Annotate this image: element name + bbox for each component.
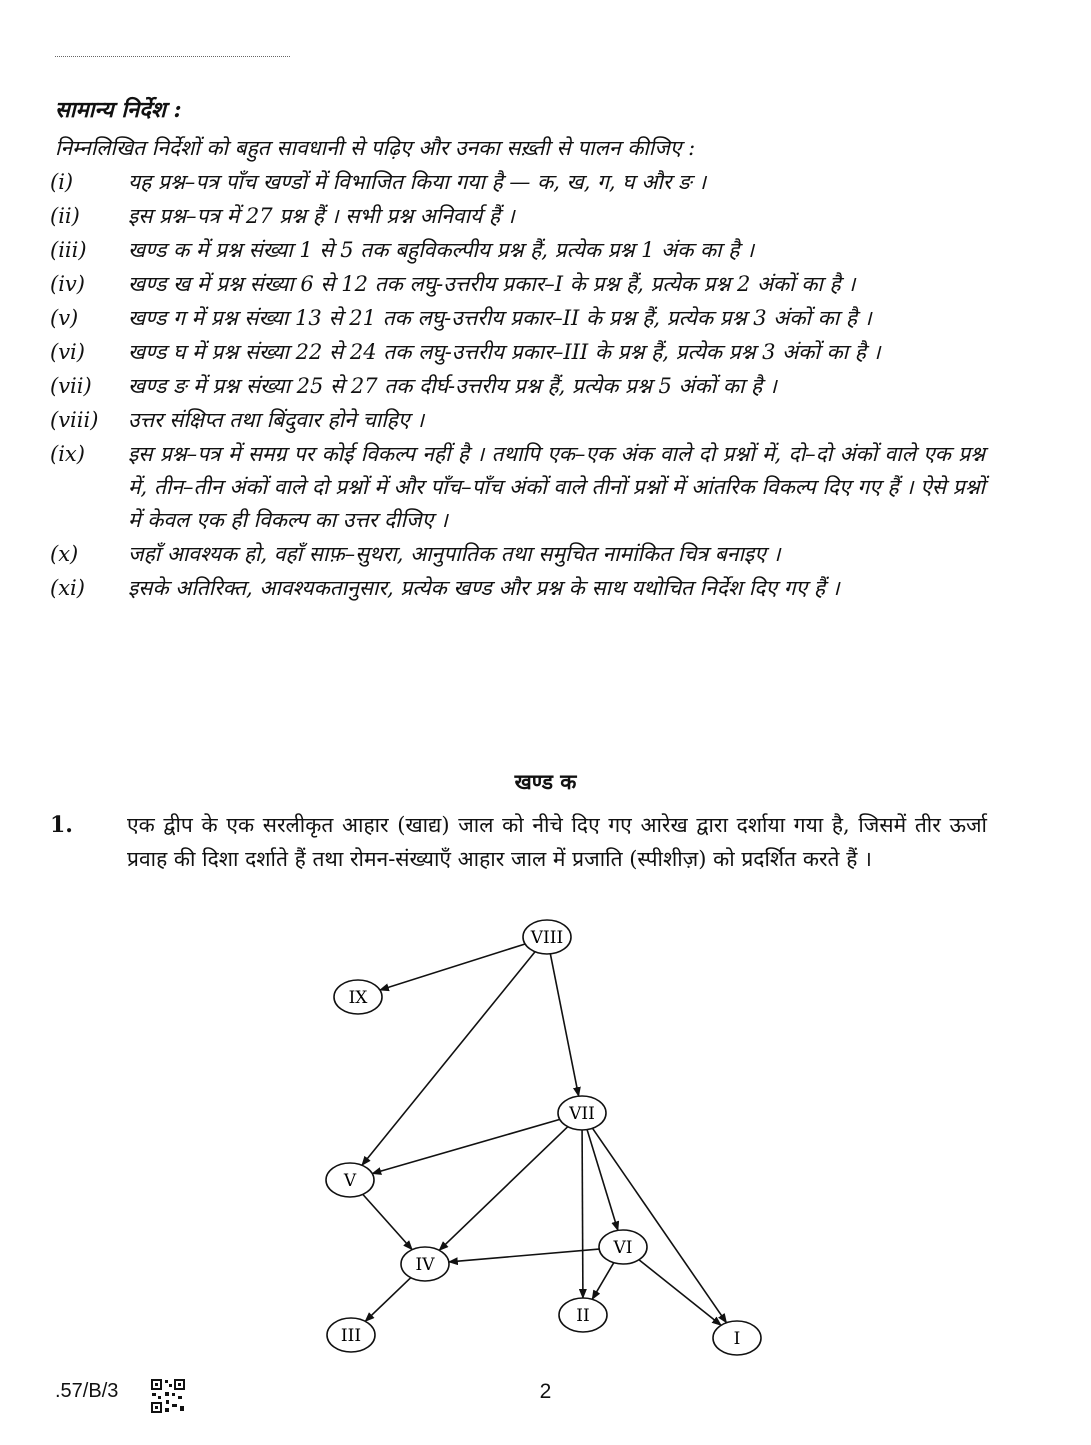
instruction-item <box>50 538 985 571</box>
edge-vii-to-vi <box>587 1130 618 1231</box>
node-label: III <box>340 1326 362 1346</box>
edge-vii-to-iv <box>439 1127 568 1251</box>
instruction-text: यह प्रश्न–पत्र पाँच खण्डों में विभाजित किया गया है — क, ख, ग, घ और ङ । <box>128 170 707 194</box>
instruction-number: (ii) <box>50 204 80 228</box>
instruction-number: (xi) <box>50 576 85 600</box>
instruction-text: इस प्रश्न–पत्र में 27 प्रश्न हैं । सभी प्रश्न अनिवार्य हैं । <box>128 204 515 228</box>
instruction-number: (viii) <box>50 408 99 432</box>
instruction-number: (iii) <box>50 238 87 262</box>
edge-viii-to-ix <box>380 944 525 990</box>
edge-vi-to-iv <box>449 1249 599 1262</box>
node-ix <box>334 980 382 1014</box>
instruction-text: खण्ड ङ में प्रश्न संख्या 25 से 27 तक दीर्घ-उत्तरीय प्रश्न हैं, प्रत्येक प्रश्न 5 अंकों का है । <box>128 374 777 398</box>
instruction-item <box>50 166 985 199</box>
instruction-item <box>50 572 985 605</box>
general-instructions-title: सामान्य निर्देश : <box>55 97 182 123</box>
node-label: V <box>343 1171 357 1191</box>
node-vi <box>599 1230 647 1264</box>
instruction-number: (iv) <box>50 272 85 296</box>
instruction-text: खण्ड ख में प्रश्न संख्या 6 से 12 तक लघु-उत्तरीय प्रकार–I के प्रश्न हैं, प्रत्येक प्रश्न 2 अंकों का है । <box>128 272 856 296</box>
section-title: खण्ड क <box>514 769 577 794</box>
node-label: II <box>576 1306 590 1326</box>
instruction-item <box>50 234 985 267</box>
node-i <box>713 1321 761 1355</box>
edge-viii-to-vii <box>550 954 578 1096</box>
node-label: VI <box>613 1238 633 1258</box>
node-label: IX <box>348 988 368 1008</box>
instruction-number: (x) <box>50 542 79 566</box>
food-web-nodes <box>326 920 761 1355</box>
question-number: 1. <box>50 812 73 838</box>
page-number: 2 <box>539 1380 552 1403</box>
instruction-item <box>50 404 985 437</box>
instruction-item <box>50 336 985 369</box>
instruction-text: खण्ड क में प्रश्न संख्या 1 से 5 तक बहुविकल्पीय प्रश्न हैं, प्रत्येक प्रश्न 1 अंक का है । <box>128 238 755 262</box>
instructions-intro: निम्नलिखित निर्देशों को बहुत सावधानी से पढ़िए और उनका सख़्ती से पालन कीजिए : <box>55 136 696 160</box>
instruction-text: जहाँ आवश्यक हो, वहाँ साफ़–सुथरा, आनुपातिक तथा समुचित नामांकित चित्र बनाइए । <box>128 542 781 566</box>
node-label: I <box>733 1329 741 1349</box>
instruction-item <box>50 370 985 403</box>
edge-v-to-iv <box>363 1194 412 1249</box>
instruction-number: (vi) <box>50 340 85 364</box>
instruction-text: इसके अतिरिक्त, आवश्यकतानुसार, प्रत्येक खण्ड और प्रश्न के साथ यथोचित निर्देश दिए गए हैं । <box>128 576 840 600</box>
edge-vii-to-v <box>372 1119 560 1173</box>
edge-vii-to-ii <box>582 1130 583 1298</box>
instruction-text: खण्ड घ में प्रश्न संख्या 22 से 24 तक लघु-उत्तरीय प्रकार–III के प्रश्न हैं, प्रत्येक प्रश्न 3 अंकों का है । <box>128 340 881 364</box>
instruction-item <box>50 302 985 335</box>
node-iii <box>327 1318 375 1352</box>
paper-code: .57/B/3 <box>55 1380 119 1402</box>
node-viii <box>523 920 571 954</box>
instruction-item <box>50 438 985 537</box>
node-label: VII <box>569 1104 595 1124</box>
node-vii <box>558 1096 606 1130</box>
instruction-text: उत्तर संक्षिप्त तथा बिंदुवार होने चाहिए । <box>128 408 425 432</box>
edge-vi-to-i <box>639 1260 721 1326</box>
instruction-number: (i) <box>50 170 74 194</box>
instructions-list <box>50 166 985 606</box>
instruction-text: इस प्रश्न–पत्र में समग्र पर कोई विकल्प नहीं है । तथापि एक–एक अंक वाले दो प्रश्नों में, दो–दो अंकों वाले एक प्रश्न में, तीन–तीन अंकों वाले दो प्रश्नों में और पाँच–पाँच अंकों वाले तीनों प्रश्नों में आंतरिक विकल्प दिए गए हैं । ऐसे प्रश्नों में केवल एक ही विकल्प का उत्तर दीजिए । <box>128 442 985 532</box>
instruction-item <box>50 268 985 301</box>
edge-vii-to-i <box>593 1128 727 1322</box>
node-label: VIII <box>530 928 564 948</box>
instruction-text: खण्ड ग में प्रश्न संख्या 13 से 21 तक लघु-उत्तरीय प्रकार–II के प्रश्न हैं, प्रत्येक प्रश्न 3 अंकों का है । <box>128 306 872 330</box>
edge-iv-to-iii <box>365 1278 410 1322</box>
food-web-diagram <box>300 905 780 1365</box>
header-dotted-rule <box>55 56 290 61</box>
node-v <box>326 1163 374 1197</box>
instruction-number: (v) <box>50 306 79 330</box>
instruction-item <box>50 200 985 233</box>
node-iv <box>401 1247 449 1281</box>
node-ii <box>559 1298 607 1332</box>
instruction-number: (vii) <box>50 374 92 398</box>
node-label: IV <box>415 1255 435 1275</box>
edge-vi-to-ii <box>592 1263 614 1300</box>
question-text: एक द्वीप के एक सरलीकृत आहार (खाद्य) जाल को नीचे दिए गए आरेख द्वारा दर्शाया गया है, जिसमें तीर ऊर्जा प्रवाह की दिशा दर्शाते हैं तथा रोमन-संख्याएँ आहार जाल में प्रजाति (स्पीशीज़) को प्रदर्शित करते हैं । <box>127 813 987 871</box>
instruction-number: (ix) <box>50 442 85 466</box>
